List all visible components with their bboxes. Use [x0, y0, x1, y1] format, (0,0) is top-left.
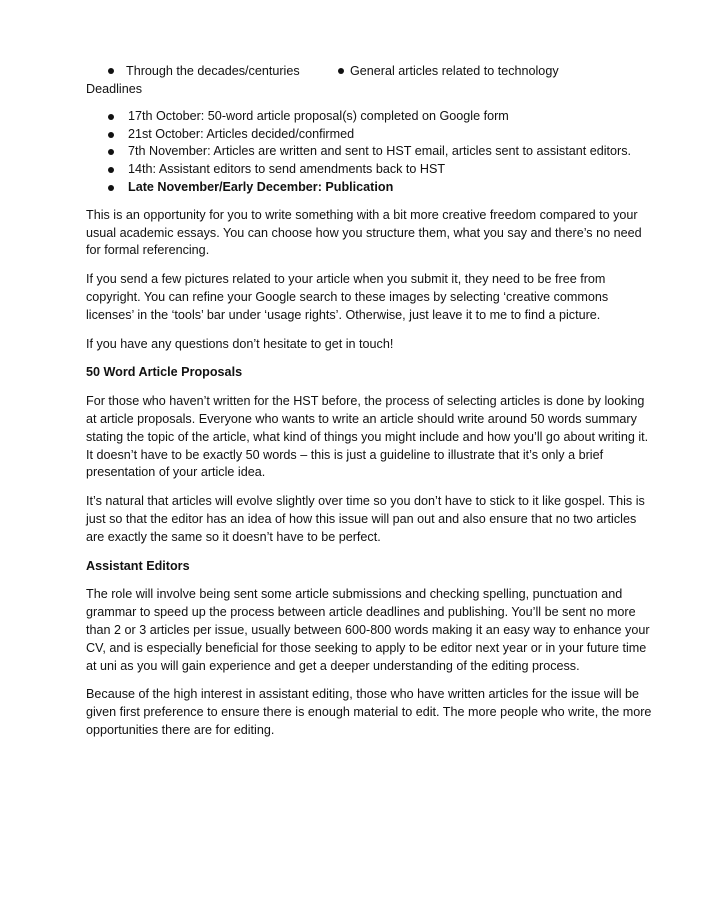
topic-text: General articles related to technology: [350, 64, 559, 78]
deadline-item: [86, 161, 656, 179]
bullet-icon: [108, 68, 114, 74]
deadline-item: [86, 126, 656, 144]
document-page: [86, 63, 656, 751]
deadline-text: 21st October: Articles decided/confirmed: [128, 126, 355, 141]
deadline-text: Late November/Early December: Publication: [128, 179, 394, 194]
pictures-paragraph: If you send a few pictures related to your article when you submit it, they need to be free from copyright. You can refine your Google search to these images by selecting ‘creative commons licenses’ in the ‘tools’ bar under ‘usage rights’. Otherwise, just leave it to me to find a picture.: [86, 272, 609, 322]
proposals-paragraph: It’s natural that articles will evolve slightly over time so you don’t have to stick to it like gospel. This is just so that the editor has an idea of how this issue will pan out and also ensure that no two articles are exactly the same so it doesn’t have to be perfect.: [86, 494, 645, 544]
proposals-paragraph: For those who haven’t written for the HST before, the process of selecting articles is done by looking at article proposals. Everyone who wants to write an article should write around 50 words summary stating the topic of the article, what kind of things you might include and how you’ll go about writing it. It doesn’t have to be exactly 50 words – this is just a guideline to illustrate that it’s only a brief presentation of your article idea.: [86, 394, 649, 480]
deadline-text: 17th October: 50-word article proposal(s) completed on Google form: [128, 108, 509, 123]
assistant-editors-heading: Assistant Editors: [86, 558, 190, 573]
bullet-icon: [108, 149, 114, 155]
bullet-icon: [108, 114, 114, 120]
deadline-item-publication: [86, 179, 656, 197]
deadline-text: 14th: Assistant editors to send amendments back to HST: [128, 162, 446, 177]
deadlines-heading: Deadlines: [86, 82, 143, 96]
assistant-editors-paragraph: Because of the high interest in assistant editing, those who have written articles for the issue will be given first preference to ensure there is enough material to edit. The more people who write, the more opportunities there are for editing.: [86, 687, 652, 737]
topic-item: [108, 63, 300, 81]
intro-paragraph: This is an opportunity for you to write something with a bit more creative freedom compared to your usual academic essays. You can choose how you structure them, what you say and there’s no need for formal referencing.: [86, 207, 642, 258]
deadline-item: [86, 108, 656, 126]
assistant-editors-paragraph: The role will involve being sent some article submissions and checking spelling, punctuation and grammar to speed up the process between article deadlines and publishing. You’ll be sent no more than 2 or 3 articles per issue, usually between 600-800 words making it an easy way to enhance your CV, and is especially beneficial for those seeking to apply to be editor next year or in your future time at uni as you will gain experience and get a deeper understanding of the editing process.: [86, 587, 650, 673]
bullet-icon: [108, 185, 114, 191]
deadline-text: 7th November: Articles are written and sent to HST email, articles sent to assistant editors.: [128, 144, 632, 159]
topic-item: [338, 63, 559, 81]
deadline-list: [86, 108, 656, 197]
bullet-icon: [108, 132, 114, 138]
proposals-heading: 50 Word Article Proposals: [86, 365, 243, 380]
deadline-item: [86, 143, 656, 161]
topic-bullets: [86, 63, 656, 81]
contact-paragraph: If you have any questions don’t hesitate to get in touch!: [86, 336, 394, 351]
bullet-icon: [108, 167, 114, 173]
topic-text: Through the decades/centuries: [126, 64, 300, 78]
bullet-icon: [338, 68, 344, 74]
